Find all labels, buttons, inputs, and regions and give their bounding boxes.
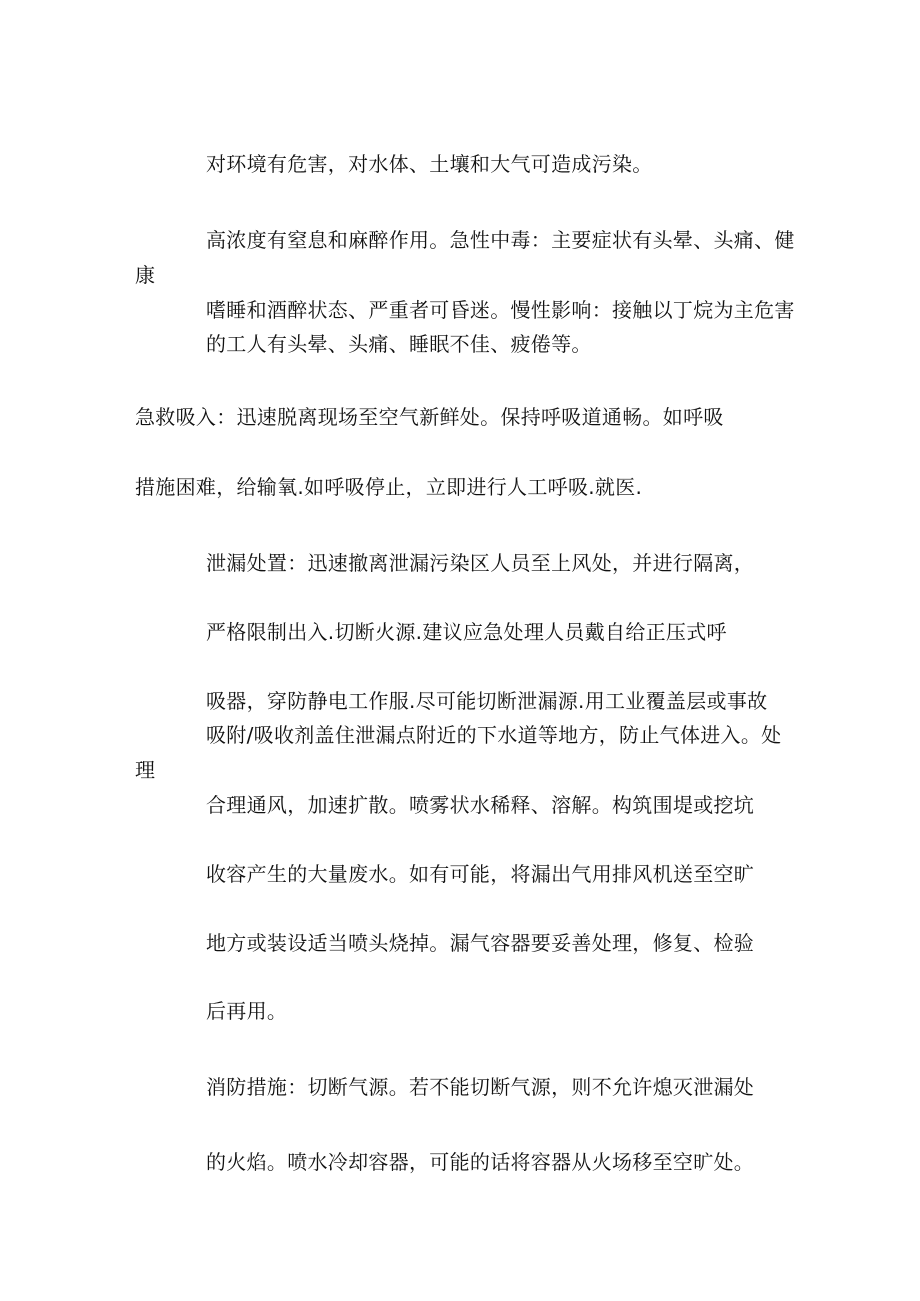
text-line-leak-2: 严格限制出入.切断火源.建议应急处理人员戴自给正压式呼 <box>206 620 727 644</box>
text-line-leak-1: 泄漏处置：迅速撤离泄漏污染区人员至上风处，并进行隔离， <box>206 551 755 575</box>
text-line-health-2: 嗜睡和酒醉状态、严重者可昏迷。慢性影响：接触以丁烷为主危害 <box>206 298 795 322</box>
text-line-leak-3: 吸器，穿防静电工作服.尽可能切断泄漏源.用工业覆盖层或事故 <box>206 689 768 713</box>
text-line-fire-1: 消防措施：切断气源。若不能切断气源，则不允许熄灭泄漏处 <box>206 1075 755 1099</box>
text-line-health-1: 高浓度有窒息和麻醉作用。急性中毒：主要症状有头晕、头痛、健 <box>206 228 795 252</box>
text-line-leak-6: 收容产生的大量废水。如有可能，将漏出气用排风机送至空旷 <box>206 862 755 886</box>
section-label-disposal: 理 <box>135 758 156 782</box>
text-line-fire-2: 的火焰。喷水冷却容器，可能的话将容器从火场移至空旷处。 <box>206 1150 755 1174</box>
text-line-first-aid-2: 措施困难，给输氧.如呼吸停止，立即进行人工呼吸.就医. <box>135 475 643 499</box>
text-line-first-aid-1: 急救吸入：迅速脱离现场至空气新鲜处。保持呼吸道通畅。如呼吸 <box>135 405 724 429</box>
text-line-leak-5: 合理通风，加速扩散。喷雾状水稀释、溶解。构筑围堤或挖坑 <box>206 793 755 817</box>
text-line-leak-8: 后再用。 <box>206 999 288 1023</box>
text-line-health-3: 的工人有头晕、头痛、睡眠不佳、疲倦等。 <box>206 332 592 356</box>
section-label-health: 康 <box>135 263 156 287</box>
text-line-leak-7: 地方或装设适当喷头烧掉。漏气容器要妥善处理，修复、检验 <box>206 931 755 955</box>
text-line-leak-4: 吸附/吸收剂盖住泄漏点附近的下水道等地方，防止气体进入。处 <box>206 723 782 747</box>
text-line-environment: 对环境有危害，对水体、土壤和大气可造成污染。 <box>206 152 653 176</box>
